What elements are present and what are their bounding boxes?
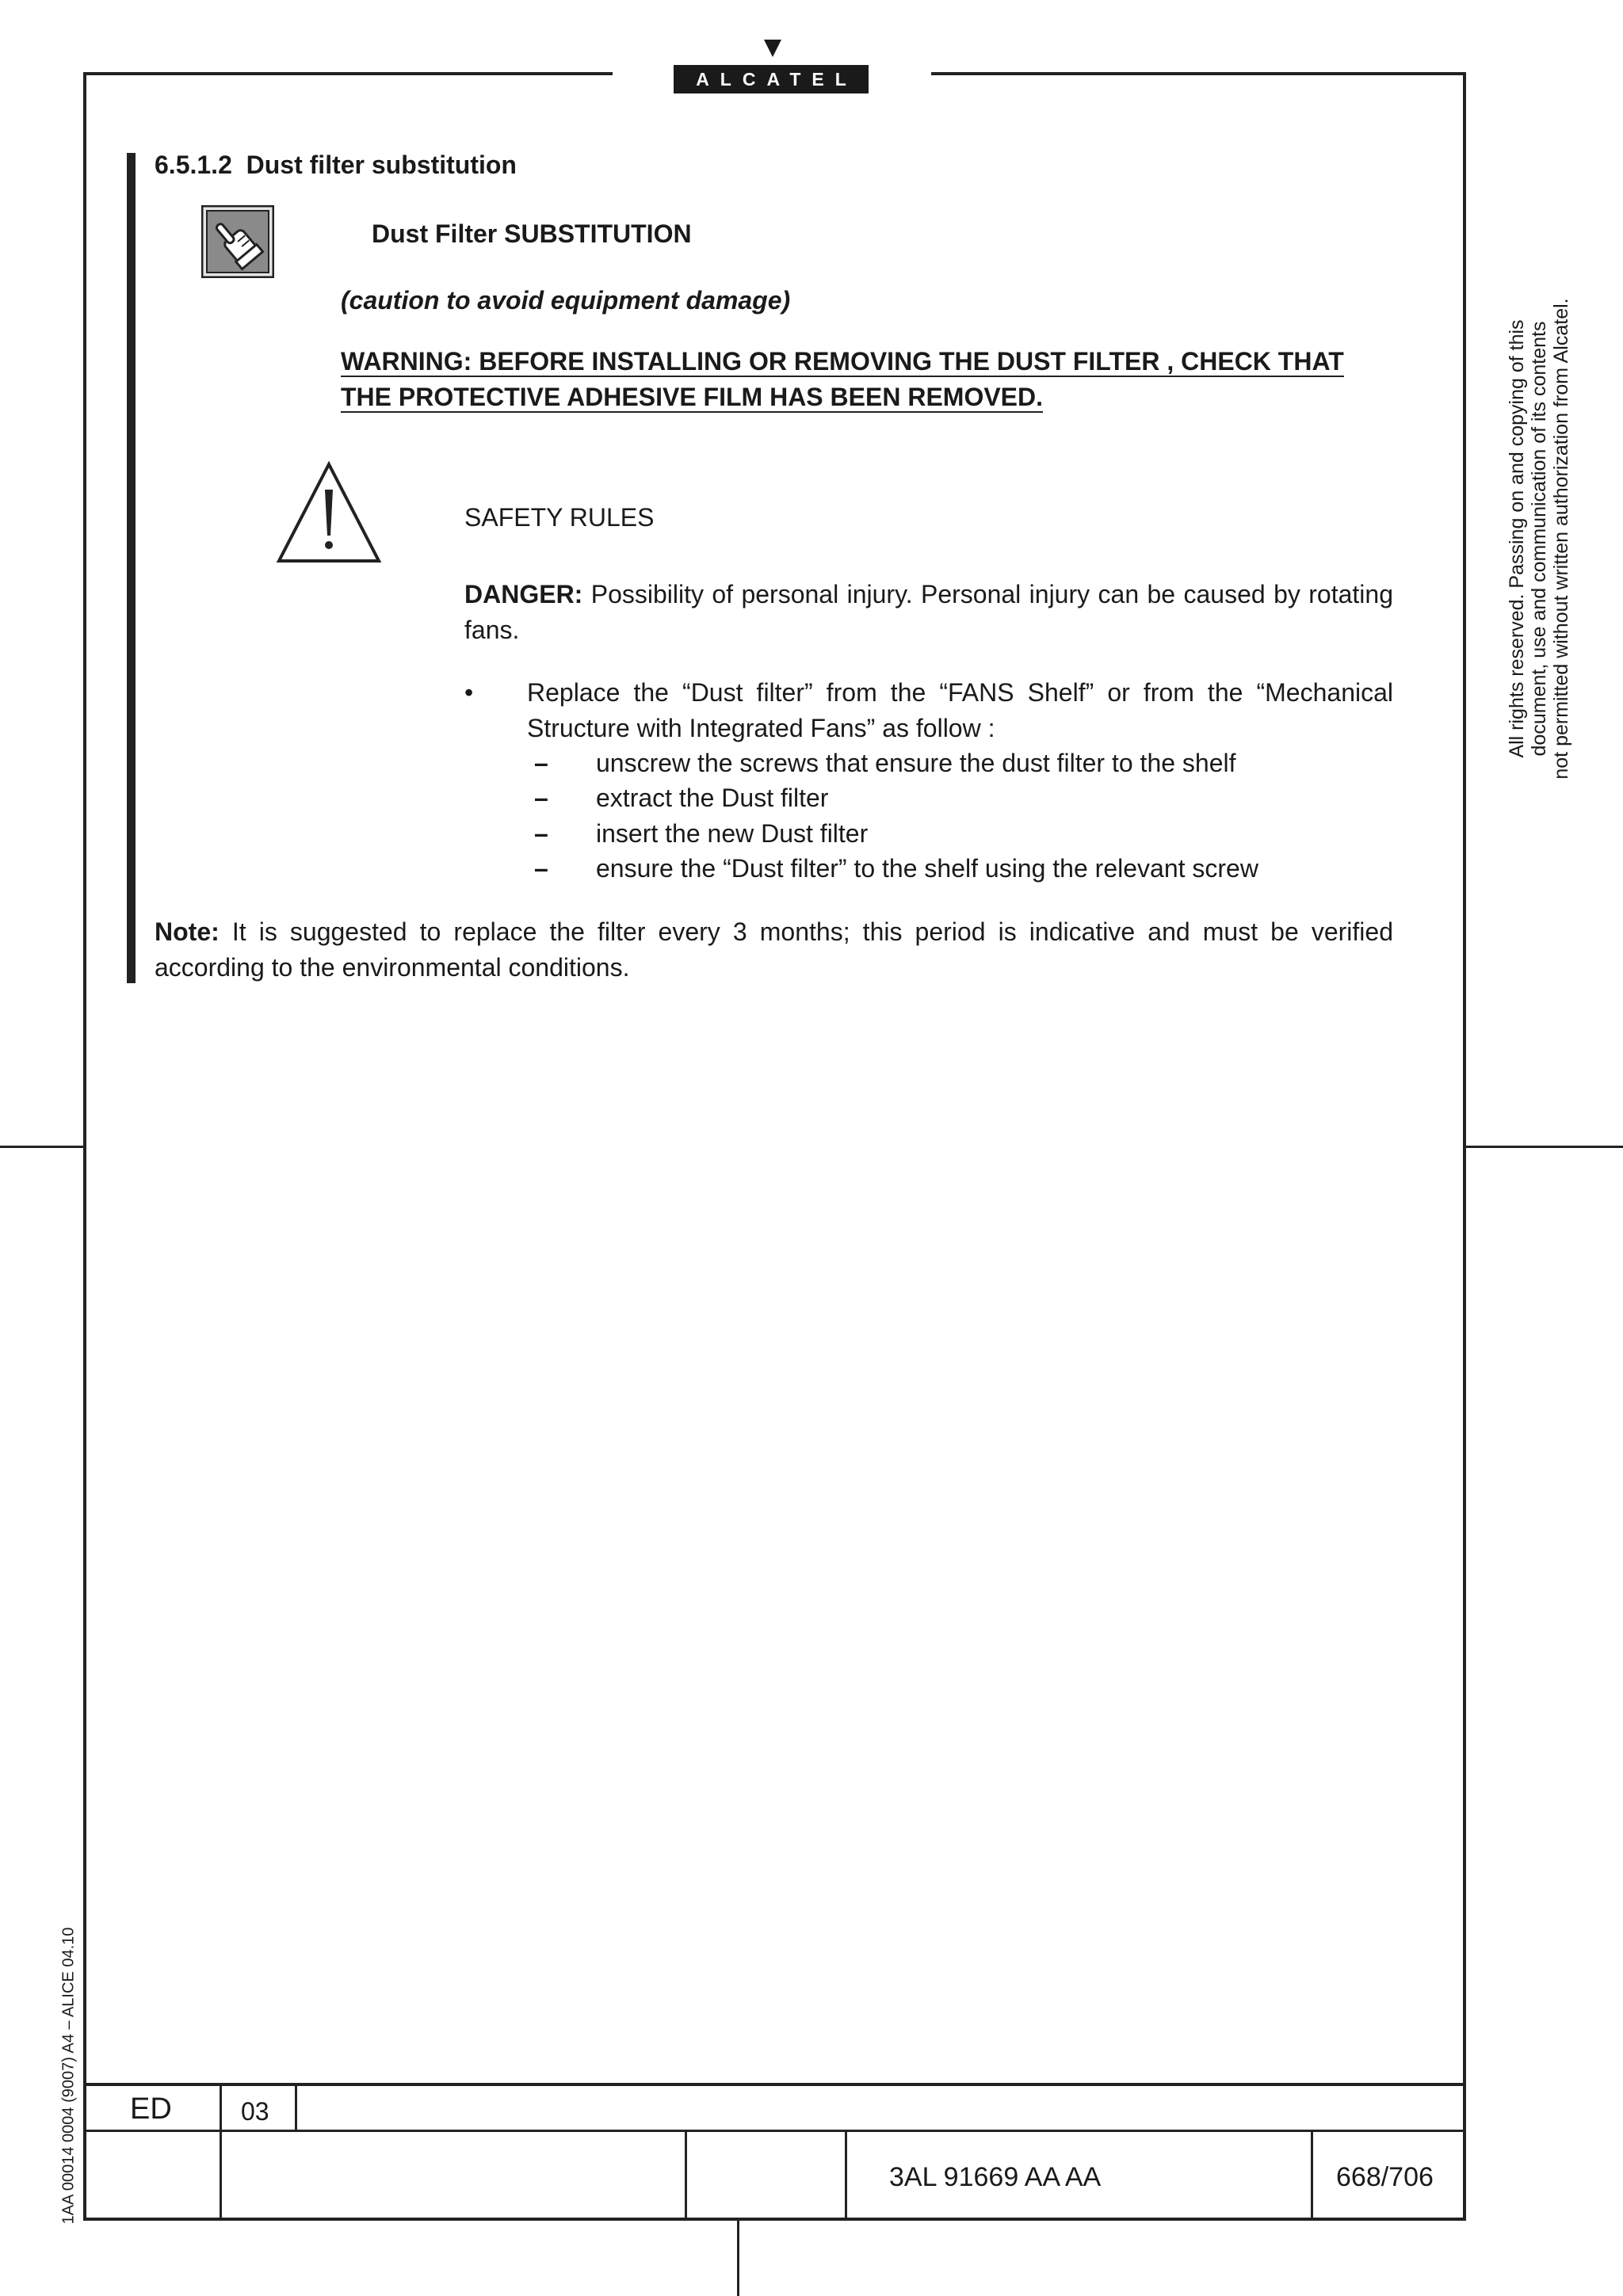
danger-paragraph [464,577,1393,648]
footer-line-top [83,2083,1466,2086]
frame-top-right [931,72,1466,75]
page-number: 668/706 [1336,2162,1434,2192]
footer-divider [1311,2130,1313,2221]
change-bar [127,153,136,983]
section-heading [155,147,517,183]
footer-line-bottom [83,2218,1466,2221]
edition-label: ED [130,2092,172,2126]
danger-text: Possibility of personal injury. Personal injury can be caused by rotating fans. [464,580,1393,644]
warning-line-2: THE PROTECTIVE ADHESIVE FILM HAS BEEN REMOVED. [341,383,1044,411]
copyright-line-3: not permitted without written authorization from Alcatel. [1550,298,1572,780]
form-code [49,1917,89,2234]
footer-divider [295,2083,297,2132]
crop-mark-left [0,1146,83,1148]
warning-triangle-icon [276,460,382,566]
warning-line-1: WARNING: BEFORE INSTALLING OR REMOVING THE DUST FILTER , CHECK THAT [341,347,1344,376]
section-title: Dust filter substitution [246,151,517,179]
notice-heading: Dust Filter SUBSTITUTION [372,219,692,248]
edition-value: 03 [241,2097,269,2126]
copyright-line-1: All rights reserved. Passing on and copying of this [1506,319,1528,758]
section-number: 6.5.1.2 [155,151,232,179]
list-item: insert the new Dust filter [596,819,869,848]
alcatel-logo: ALCATEL [674,65,869,93]
danger-label: DANGER: [464,580,583,608]
document-code: 3AL 91669 AA AA [889,2162,1102,2192]
caution-text: (caution to avoid equipment damage) [341,286,791,315]
footer-divider [845,2130,847,2221]
footer-divider [685,2130,687,2221]
frame-top-left [83,72,613,75]
list-item: ensure the “Dust filter” to the shelf using the relevant screw [596,854,1258,883]
pointing-hand-icon [201,205,274,278]
safety-title: SAFETY RULES [464,503,655,532]
footer-line-mid [83,2130,1466,2132]
dash-icon: – [534,819,548,848]
crop-mark-right [1466,1146,1623,1148]
note-label: Note: [155,917,220,946]
frame-left [83,72,86,2221]
note-text: It is suggested to replace the filter every 3 months; this period is indicative and must be verified according to the environmental conditions. [155,917,1393,982]
form-code-text: 1AA 00014 0004 (9007) A4 – ALICE 04.10 [59,1927,78,2225]
dash-icon: – [534,784,548,812]
footer-divider [220,2083,222,2221]
logo-triangle-icon [764,40,781,57]
warning-text [341,344,1393,415]
dash-icon: – [534,854,548,883]
crop-mark-bottom [737,2221,739,2296]
copyright-line-2: document, use and communication of its contents [1528,321,1550,757]
list-item: unscrew the screws that ensure the dust filter to the shelf [596,749,1236,777]
bullet-icon: • [464,678,474,707]
note-paragraph [155,914,1393,986]
list-item: extract the Dust filter [596,784,829,812]
procedure-intro: Replace the “Dust filter” from the “FANS Shelf” or from the “Mechanical Structure with Integrated Fans” as follow : [527,678,1393,742]
dash-icon: – [534,749,548,777]
copyright-notice [1484,269,1594,808]
